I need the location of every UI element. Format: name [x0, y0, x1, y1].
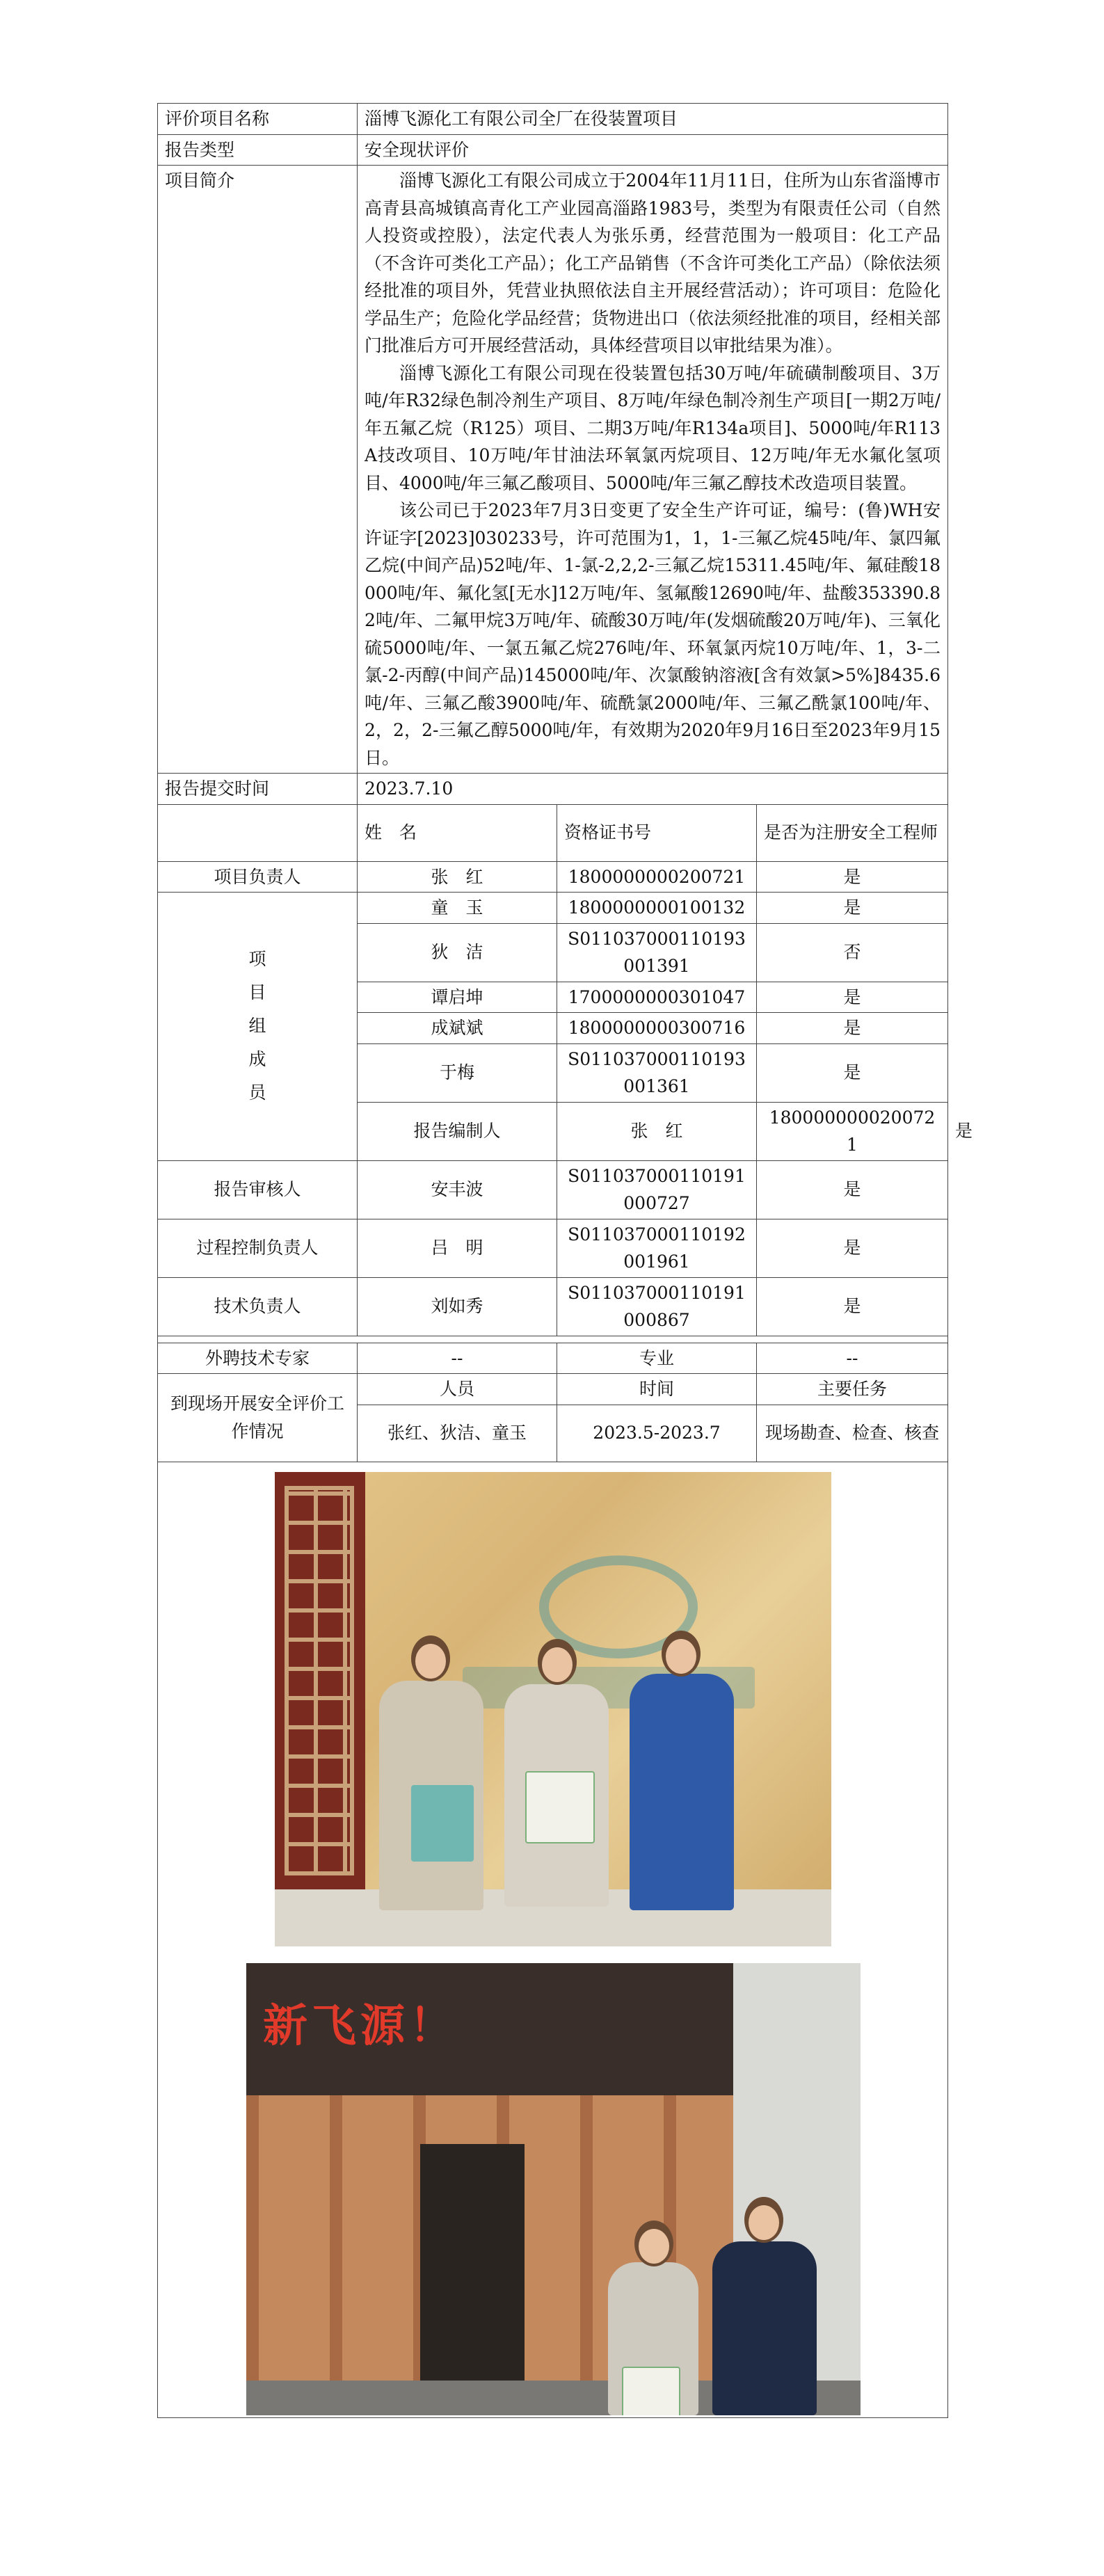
reviewer-name: 安丰波 [358, 1160, 557, 1219]
member-engineer: 是 [757, 982, 948, 1013]
member-cert: S011037000110193001391 [557, 923, 757, 982]
info-table: 评价项目名称 淄博飞源化工有限公司全厂在役装置项目 报告类型 安全现状评价 项目简介 淄博飞源化工有限公司成立于2004年11月11日，住所为山东省淄博市高青县高城镇高青化工产业园高淄路1983号，类型为有限责任公司（自然人投资或控股），法定代表人为张乐勇，经营范围为一般项目：化工产品（不含许可类化工产品）；化工产品销售（不含许可类化工产品）（除依法须经批准的项目外，凭营业执照依法自主开展经营活动）；许可项目：危险化学品生产；危险化学品经营；货物进出口（依法须经批准的项目，经相关部门批准后方可开展经营活动，具体经营项目以审批结果为准）。 淄博飞源化工有限公司现在役装置包括30万吨/年硫磺制酸项目、3万吨/年R32绿色制冷剂生产项目、8万吨/年绿色制冷剂生产项目[一期2万吨/年五氟乙烷（R125）项目、二期3万吨/年R134a项目]、5000吨/年R113A技改项目、10万吨/年甘油法环氧氯丙烷项目、12万吨/年无水氟化氢项目、4000吨/年三氟乙酸项目、5000吨/年三氟乙醇技术改造项目装置。 该公司已于2023年7月3日变更了安全生产许可证，编号：(鲁)WH安许证字[2023]030233号，许可范围为1，1，1-三氟乙烷45吨/年、氯四氟乙烷(中间产品)52吨/年、1-氯-2,2,2-三氟乙烷15311.45吨/年、氟硅酸18000吨/年、氟化氢[无水]12万吨/年、氢氟酸12690吨/年、盐酸353390.82吨/年、二氟甲烷3万吨/年、硫酸30万吨/年(发烟硫酸20万吨/年)、三氧化硫5000吨/年、一氯五氟乙烷276吨/年、环氧氯丙烷10万吨/年、1，3-二氯-2-丙醇(中间产品)145000吨/年、次氯酸钠溶液[含有效氯>5%]8435.6吨/年、三氟乙酸3900吨/年、硫酰氯2000吨/年、三氟乙酰氯100吨/年、2，2，2-三氟乙醇5000吨/年，有效期为2020年9月16日至2023年9月15日。 报告提交时间 2023.7.10 姓 名 资格证书号 是否为注册安全工程师 项目负责人 张 红 1800000000200721 是 项 目 组 成 员 童 玉 1800000000100132 是 狄 洁 S011037000110193001391 否 谭启坤 1700000000301047 是 成斌斌 1800000000300716 是 于梅 S011037000110193001361 是 报告编制人 张 红 1800000000200721 是 报告审核人 安丰波 S011037000110191000727 是 过程控制负责人 吕 明 S011037000110192001961 是 技术负责人 刘如秀 S011037000110191000867 是 外聘技术专家 -- 专业 -- 到现场开展安全评价工作情况 人员 时间 主要任务 张红、狄洁、童玉 2023.5-2023.7 现场勘查、检查、核查 新飞源！ [157, 103, 948, 2418]
team-label-vertical: 项 目 组 成 员 [248, 949, 266, 1103]
member-engineer: 否 [757, 923, 948, 982]
process-control-engineer: 是 [757, 1219, 948, 1277]
open-doorway [420, 2144, 525, 2381]
external-expert-name: -- [358, 1343, 557, 1374]
bag-woman [622, 2367, 680, 2415]
onsite-header-time: 时间 [557, 1374, 757, 1405]
lattice-screen [275, 1472, 365, 1889]
process-control-cert: S011037000110192001961 [557, 1219, 757, 1277]
member-engineer: 是 [757, 893, 948, 924]
value-submit-time: 2023.7.10 [358, 774, 948, 805]
led-sign-board [246, 1963, 733, 2095]
label-tech-lead: 技术负责人 [158, 1277, 358, 1336]
table-gap [158, 1336, 948, 1343]
onsite-header-task: 主要任务 [757, 1374, 948, 1405]
tech-lead-engineer: 是 [757, 1277, 948, 1336]
onsite-people: 张红、狄洁、童玉 [358, 1405, 557, 1462]
member-engineer: 是 [757, 1013, 948, 1044]
label-project-name: 评价项目名称 [158, 104, 358, 135]
label-onsite: 到现场开展安全评价工作情况 [158, 1374, 358, 1462]
photo-lobby-group [275, 1472, 831, 1946]
led-sign-text: 新飞源！ [263, 2000, 458, 2052]
person-right [630, 1674, 734, 1910]
member-name: 成斌斌 [358, 1013, 557, 1044]
member-name: 狄 洁 [358, 923, 557, 982]
member-name: 于梅 [358, 1043, 557, 1102]
bag-left [411, 1785, 474, 1862]
value-project-name: 淄博飞源化工有限公司全厂在役装置项目 [358, 104, 948, 135]
member-cert: 1700000000301047 [557, 982, 757, 1013]
report-form [157, 103, 973, 2418]
intro-paragraph-1: 淄博飞源化工有限公司成立于2004年11月11日，住所为山东省淄博市高青县高城镇高青化工产业园高淄路1983号，类型为有限责任公司（自然人投资或控股），法定代表人为张乐勇，经营范围为一般项目：化工产品（不含许可类化工产品）；化工产品销售（不含许可类化工产品）（除依法须经批准的项目外，凭营业执照依法自主开展经营活动）；许可项目：危险化学品生产；危险化学品经营；货物进出口（依法须经批准的项目，经相关部门批准后方可开展经营活动，具体经营项目以审批结果为准）。 [365, 170, 941, 355]
value-report-type: 安全现状评价 [358, 134, 948, 166]
label-external-expert: 外聘技术专家 [158, 1343, 358, 1374]
photos-cell [158, 1462, 948, 2417]
label-report-type: 报告类型 [158, 134, 358, 166]
onsite-time: 2023.5-2023.7 [557, 1405, 757, 1462]
onsite-task: 现场勘查、检查、核查 [757, 1405, 948, 1462]
label-submit-time: 报告提交时间 [158, 774, 358, 805]
process-control-name: 吕 明 [358, 1219, 557, 1277]
photo-entrance [246, 1963, 861, 2415]
value-intro [358, 166, 948, 774]
tech-lead-cert: S011037000110191000867 [557, 1277, 757, 1336]
leader-engineer: 是 [757, 861, 948, 893]
compiler-cert: 1800000000200721 [757, 1102, 948, 1160]
label-team-members [158, 893, 358, 1161]
reviewer-engineer: 是 [757, 1160, 948, 1219]
member-name: 谭启坤 [358, 982, 557, 1013]
compiler-name: 张 红 [557, 1102, 757, 1160]
external-specialty: -- [757, 1343, 948, 1374]
label-process-control: 过程控制负责人 [158, 1219, 358, 1277]
external-specialty-label: 专业 [557, 1343, 757, 1374]
onsite-header-people: 人员 [358, 1374, 557, 1405]
tech-lead-name: 刘如秀 [358, 1277, 557, 1336]
staff-header-name: 姓 名 [358, 804, 557, 861]
member-cert: S011037000110193001361 [557, 1043, 757, 1102]
leader-name: 张 红 [358, 861, 557, 893]
label-reviewer: 报告审核人 [158, 1160, 358, 1219]
staff-header-cert: 资格证书号 [557, 804, 757, 861]
intro-paragraph-3: 该公司已于2023年7月3日变更了安全生产许可证，编号：(鲁)WH安许证字[2023]030233号，许可范围为1，1，1-三氟乙烷45吨/年、氯四氟乙烷(中间产品)52吨/年、1-氯-2,2,2-三氟乙烷15311.45吨/年、氟硅酸18000吨/年、氟化氢[无水]12万吨/年、氢氟酸12690吨/年、盐酸353390.82吨/年、二氟甲烷3万吨/年、硫酸30万吨/年(发烟硫酸20万吨/年)、三氧化硫5000吨/年、一氯五氟乙烷276吨/年、环氧氯丙烷10万吨/年、1，3-二氯-2-丙醇(中间产品)145000吨/年、次氯酸钠溶液[含有效氯>5%]8435.6吨/年、三氟乙酸3900吨/年、硫酰氯2000吨/年、三氟乙酰氯100吨/年、2，2，2-三氟乙醇5000吨/年，有效期为2020年9月16日至2023年9月15日。 [365, 500, 941, 768]
label-compiler: 报告编制人 [358, 1102, 557, 1160]
label-project-leader: 项目负责人 [158, 861, 358, 893]
bag-middle [525, 1771, 595, 1843]
label-intro: 项目简介 [158, 166, 358, 774]
member-cert: 1800000000100132 [557, 893, 757, 924]
person-man [712, 2241, 817, 2415]
leader-cert: 1800000000200721 [557, 861, 757, 893]
reviewer-cert: S011037000110191000727 [557, 1160, 757, 1219]
member-engineer: 是 [757, 1043, 948, 1102]
member-name: 童 玉 [358, 893, 557, 924]
staff-header-engineer: 是否为注册安全工程师 [757, 804, 948, 861]
member-cert: 1800000000300716 [557, 1013, 757, 1044]
intro-paragraph-2: 淄博飞源化工有限公司现在役装置包括30万吨/年硫磺制酸项目、3万吨/年R32绿色制冷剂生产项目、8万吨/年绿色制冷剂生产项目[一期2万吨/年五氟乙烷（R125）项目、二期3万吨/年R134a项目]、5000吨/年R113A技改项目、10万吨/年甘油法环氧氯丙烷项目、12万吨/年无水氟化氢项目、4000吨/年三氟乙酸项目、5000吨/年三氟乙醇技术改造项目装置。 [365, 362, 941, 493]
staff-header-blank [158, 804, 358, 861]
